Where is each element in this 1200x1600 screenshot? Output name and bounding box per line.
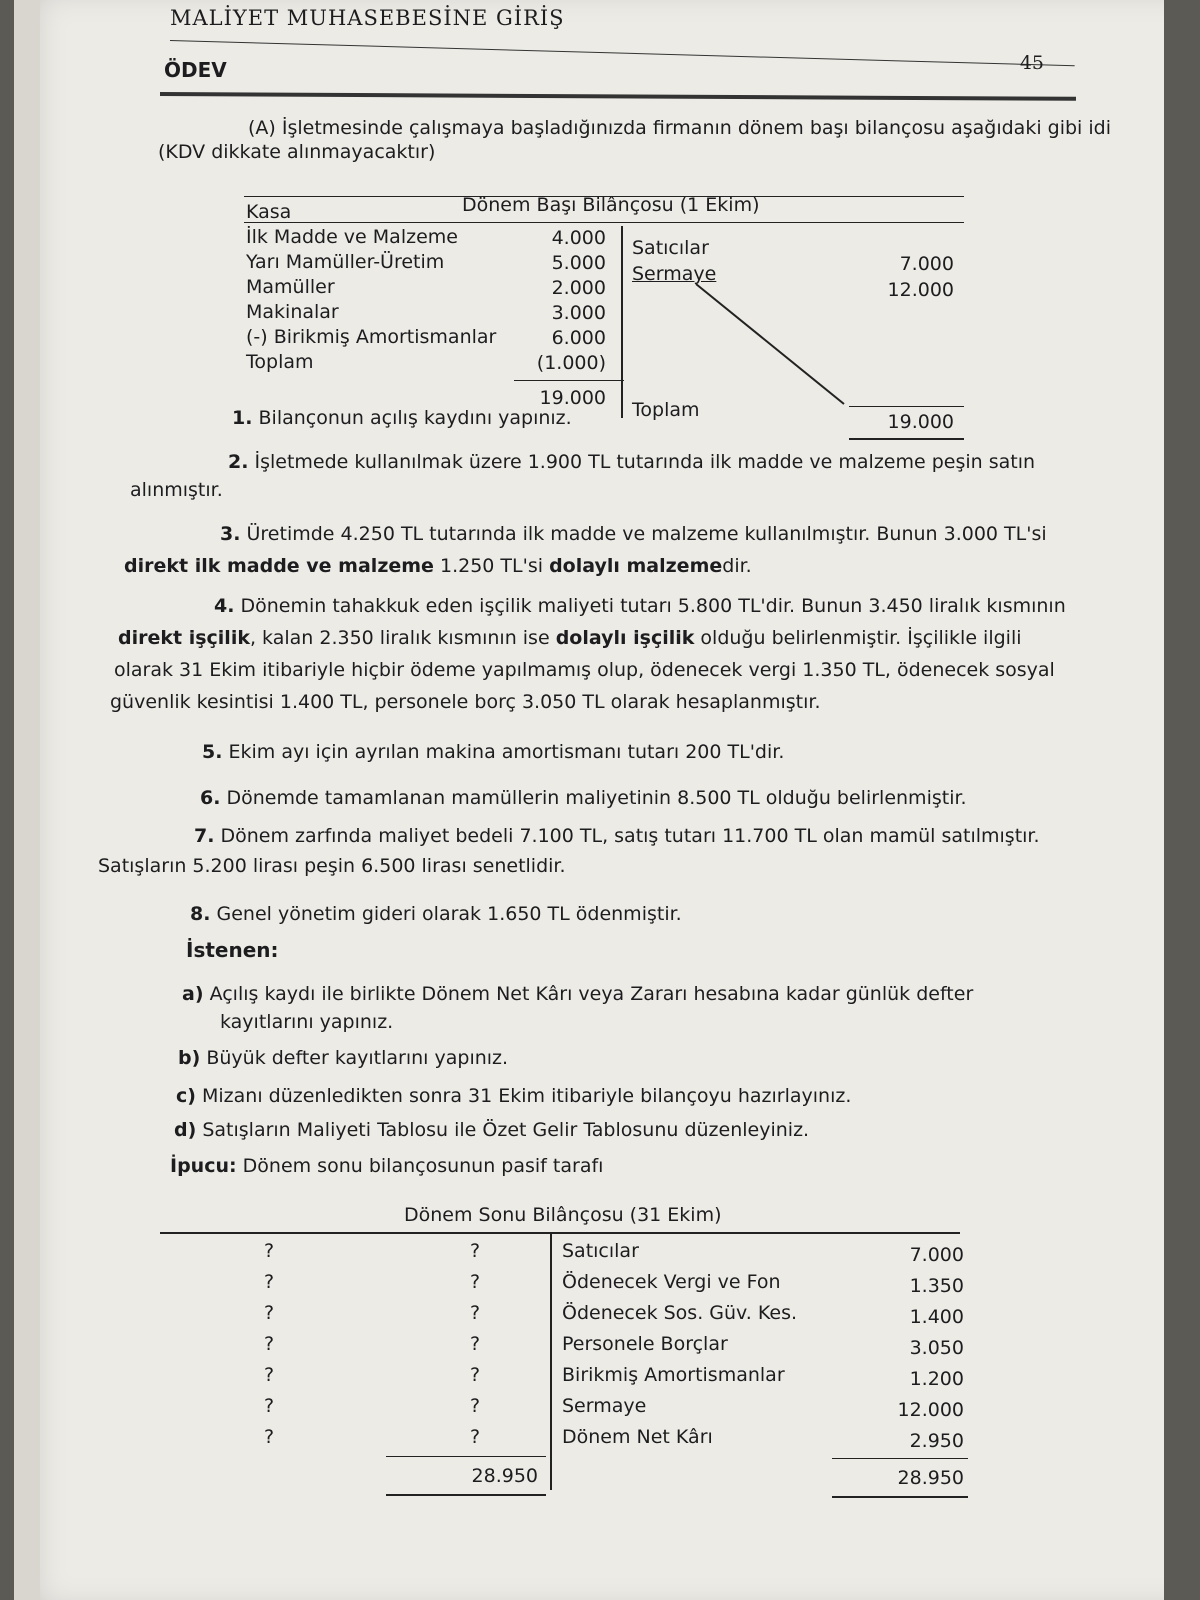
item-text: İşletmede kullanılmak üzere 1.900 TL tutarında ilk madde ve malzeme peşin satın [254,451,1036,473]
liability-value: 3.050 [909,1337,964,1359]
asset-value: 5.000 [551,252,606,274]
item-text: Büyük defter kayıtlarını yapınız. [206,1047,509,1069]
unknown-asset-value: ? [469,1364,481,1386]
bold-term: dolaylı işçilik [555,627,695,649]
hint-text: Dönem sonu bilançosunun pasif tarafı [242,1155,604,1177]
liability-total-double-rule [849,438,964,440]
item-number: 8. [190,903,211,925]
unknown-asset-value: ? [469,1333,481,1355]
liability-label: Ödenecek Vergi ve Fon [562,1271,781,1293]
item-8 [190,900,682,928]
liability-value: 1.400 [909,1306,964,1328]
item-text: Dönem zarfında maliyet bedeli 7.100 TL, satış tutarı 11.700 TL olan mamül satılmıştır. [220,825,1040,847]
item-number: 1. [232,407,253,429]
liability-value: 7.000 [909,1244,964,1266]
liability-label: Ödenecek Sos. Güv. Kes. [562,1302,798,1324]
liability-label: Dönem Net Kârı [562,1426,713,1448]
item-4 [214,592,1066,620]
bold-term: direkt ilk madde ve malzeme [124,555,434,577]
asset-value: (1.000) [536,352,606,374]
unknown-asset-value: ? [469,1395,481,1417]
item-text: Dönemin tahakkuk eden işçilik maliyeti tutarı 5.800 TL'dir. Bunun 3.450 liralık kısmının [240,595,1066,617]
unknown-asset-value: ? [469,1302,481,1324]
opening-balance-divider [621,226,623,418]
item-text: Üretimde 4.250 TL tutarında ilk madde ve malzeme kullanılmıştır. Bunun 3.000 TL'si [246,523,1047,545]
opening-balance-title: Dönem Başı Bilânçosu (1 Ekim) [462,194,760,216]
item-number: 5. [202,741,223,763]
item-text: 1.250 TL'si [433,555,550,577]
requested-d [174,1116,809,1144]
unknown-asset-label: ? [263,1302,275,1324]
unknown-asset-label: ? [263,1333,275,1355]
intro-line-1: (A) İşletmesinde çalışmaya başladığınızda firmanın dönem başı bilançosu aşağıdaki gibi idi [248,117,1111,139]
liability-subtotal-rule [849,406,964,407]
liability-value: 12.000 [887,279,954,301]
item-text: Ekim ayı için ayrılan makina amortismanı tutarı 200 TL'dir. [228,741,785,763]
item-key: c) [176,1085,196,1107]
section-rule [160,92,1076,101]
item-4-cont-2: olarak 31 Ekim itibariyle hiçbir ödeme yapılmamış olup, ödenecek vergi 1.350 TL, ödenecek sosyal [114,659,1055,681]
closing-balance-title: Dönem Sonu Bilânçosu (31 Ekim) [404,1204,722,1226]
closing-liability-values [854,1240,964,1457]
unknown-asset-label: ? [263,1395,275,1417]
item-5 [202,738,784,766]
unknown-asset-label: ? [263,1364,275,1386]
item-7 [194,822,1040,850]
asset-value: 3.000 [551,302,606,324]
liability-total-label: Toplam [632,399,700,421]
bold-term: direkt işçilik [118,627,250,649]
asset-value: 6.000 [551,327,606,349]
requested-a [182,980,973,1008]
running-head: MALİYET MUHASEBESİNE GİRİŞ [170,6,565,30]
page-number: 45 [1019,52,1044,74]
item-4-cont-3: güvenlik kesintisi 1.400 TL, personele borç 3.050 TL olarak hesaplanmıştır. [110,691,821,713]
item-number: 4. [214,595,235,617]
requested-a-cont: kayıtlarını yapınız. [220,1011,394,1033]
item-text: Bilançonun açılış kaydını yapınız. [258,407,572,429]
item-number: 7. [194,825,215,847]
opening-assets-values [514,226,606,376]
item-3 [220,520,1047,548]
liability-label: Birikmiş Amortismanlar [562,1364,785,1386]
closing-balance-divider [550,1234,552,1490]
bold-term: dolaylı malzeme [549,555,723,577]
item-1 [232,404,572,432]
closing-asset-labels [254,1236,284,1453]
item-text: Satışların Maliyeti Tablosu ile Özet Gelir Tablosunu düzenleyiniz. [202,1119,810,1141]
asset-total-label: Toplam [246,351,314,373]
liability-value: 1.350 [909,1275,964,1297]
unknown-asset-value: ? [469,1240,481,1262]
item-key: b) [178,1047,201,1069]
header-rule [170,40,1075,66]
requested-b [178,1044,508,1072]
liability-label: Sermaye [632,263,717,285]
hint [170,1152,603,1180]
unknown-asset-value: ? [469,1426,481,1448]
hint-key: İpucu: [170,1155,237,1177]
item-text: Genel yönetim gideri olarak 1.650 TL ödenmiştir. [216,903,682,925]
closing-liability-total-rule [832,1496,968,1498]
item-number: 6. [200,787,221,809]
item-4-cont-1 [118,624,1022,652]
liability-value: 7.000 [899,253,954,275]
closing-asset-total-rule [386,1494,546,1496]
item-text: olduğu belirlenmiştir. İşçilikle ilgili [694,627,1022,649]
unknown-asset-label: ? [263,1240,275,1262]
intro-line-2: (KDV dikkate alınmayacaktır) [158,141,436,163]
item-6 [200,784,967,812]
opening-assets-labels [246,200,516,375]
liability-total-value: 19.000 [887,411,954,433]
page-edge [14,0,40,1600]
blank-space-diagonal [694,280,874,410]
closing-asset-values [460,1236,490,1453]
liability-label: Sermaye [562,1395,647,1417]
book-page [14,0,1164,1600]
item-2 [228,448,1078,476]
asset-label: Kasa [246,201,292,223]
liability-value: 12.000 [897,1399,964,1421]
item-3-cont [124,552,752,580]
liability-value: 1.200 [909,1368,964,1390]
item-2-cont: alınmıştır. [130,479,223,501]
liability-label: Personele Borçlar [562,1333,728,1355]
asset-label: Mamüller [246,276,335,298]
requested-title: İstenen: [186,938,279,962]
section-title: ÖDEV [164,58,227,82]
liability-label: Satıcılar [562,1240,639,1262]
requested-c [176,1082,851,1110]
item-text: dir. [722,555,752,577]
closing-liability-labels [562,1236,862,1453]
asset-label: (-) Birikmiş Amortismanlar [246,326,497,348]
item-text: Dönemde tamamlanan mamüllerin maliyetinin 8.500 TL olduğu belirlenmiştir. [226,787,967,809]
asset-label: Yarı Mamüller-Üretim [246,251,445,273]
closing-liability-total: 28.950 [897,1467,964,1489]
item-text: Açılış kaydı ile birlikte Dönem Net Kârı veya Zararı hesabına kadar günlük defter [209,983,974,1005]
liability-label: Satıcılar [632,237,709,259]
item-7-cont: Satışların 5.200 lirası peşin 6.500 lirası senetlidir. [98,855,566,877]
unknown-asset-value: ? [469,1271,481,1293]
asset-label: İlk Madde ve Malzeme [246,226,458,248]
item-text: Mizanı düzenledikten sonra 31 Ekim itibariyle bilançoyu hazırlayınız. [202,1085,852,1107]
unknown-asset-label: ? [263,1426,275,1448]
closing-balance-top-rule [160,1232,960,1234]
item-key: d) [174,1119,197,1141]
closing-asset-total: 28.950 [471,1465,538,1487]
item-text: , kalan 2.350 liralık kısmının ise [249,627,556,649]
item-number: 2. [228,451,249,473]
liability-value: 2.950 [909,1430,964,1452]
asset-value: 2.000 [551,277,606,299]
asset-subtotal-rule [514,380,624,381]
asset-total-value: 19.000 [539,387,606,409]
unknown-asset-label: ? [263,1271,275,1293]
asset-value: 4.000 [551,227,606,249]
item-key: a) [182,983,204,1005]
closing-asset-subtotal-rule [386,1456,546,1457]
item-number: 3. [220,523,241,545]
asset-label: Makinalar [246,301,339,323]
closing-liability-subtotal-rule [832,1458,968,1459]
